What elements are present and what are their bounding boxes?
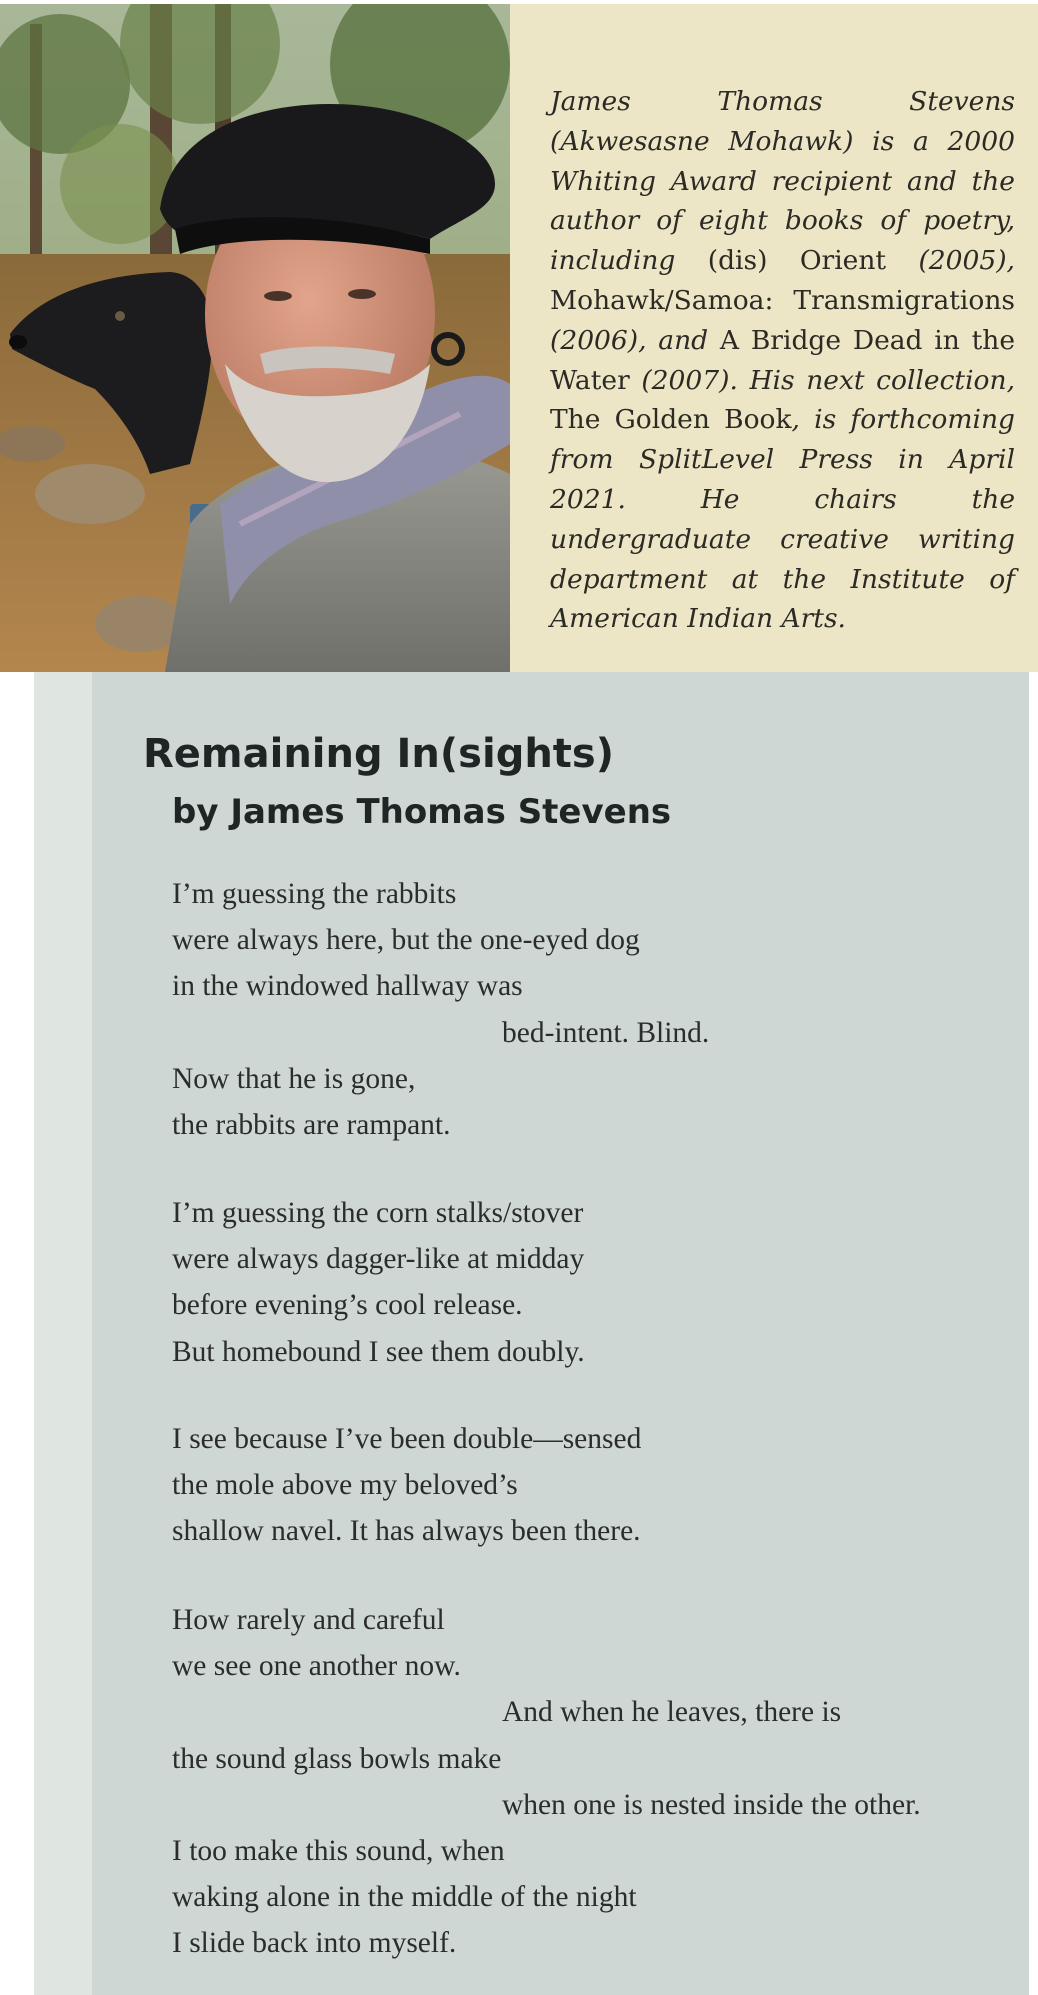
poem-line: the sound glass bowls make <box>172 1742 502 1775</box>
poem-stanza <box>172 871 1012 1148</box>
bio-book-title: A Bridge Dead in the Water <box>550 324 1015 396</box>
poem-line: before evening’s cool release. <box>172 1289 523 1322</box>
poem-stanza <box>172 1597 1012 1967</box>
poem-line: I slide back into myself. <box>172 1927 457 1960</box>
poem-byline: by James Thomas Stevens <box>172 792 672 832</box>
bio-panel <box>510 4 1038 672</box>
portrait-photo-icon <box>0 4 510 672</box>
poem-line: when one is nested inside the other. <box>502 1788 921 1821</box>
poem-line: I’m guessing the rabbits <box>172 878 457 910</box>
poem-line: in the windowed hallway was <box>172 970 523 1003</box>
bio-text-3: (2006), and <box>550 324 720 356</box>
poem-line: were always dagger-like at midday <box>172 1243 585 1276</box>
bio-book-title: The Golden Book <box>550 404 792 436</box>
poem-line: I too make this sound, when <box>172 1834 505 1867</box>
bio-text-2: (2005), <box>886 245 1015 277</box>
author-bio <box>550 82 1015 639</box>
bio-text-1: James Thomas Stevens (Akwesasne Mohawk) is a 2000 Whiting Award recipient and the author of eight books of poetry, including <box>550 86 1015 277</box>
poem-line: we see one another now. <box>172 1650 461 1683</box>
poem-line: waking alone in the middle of the night <box>172 1881 637 1914</box>
poem-line: bed-intent. Blind. <box>502 1016 710 1049</box>
poem-line: I see because I’ve been double—sensed <box>172 1423 642 1455</box>
bio-text-5: , is forthcoming from SplitLevel Press in April 2021. He chairs the undergraduate creative writing department at the Institute of American Indian Arts. <box>550 404 1015 635</box>
poem-line: the mole above my beloved’s <box>172 1469 518 1502</box>
poem-title: Remaining In(sights) <box>143 731 615 777</box>
poem-line: I’m guessing the corn stalks/stover <box>172 1197 584 1229</box>
poem-line: But homebound I see them doubly. <box>172 1335 585 1368</box>
poem-stanza <box>172 1190 1012 1375</box>
poem-line: were always here, but the one-eyed dog <box>172 924 640 957</box>
poem-line: And when he leaves, there is <box>502 1696 842 1729</box>
poem-line: Now that he is gone, <box>172 1062 416 1095</box>
bio-book-title: (dis) Orient <box>707 245 887 277</box>
bio-book-title: Mohawk/Samoa: Transmigrations <box>550 284 1015 316</box>
poem-line: the rabbits are rampant. <box>172 1108 451 1141</box>
poem-stanza <box>172 1416 1012 1555</box>
poem-line: How rarely and careful <box>172 1604 445 1636</box>
author-section <box>0 0 1038 672</box>
poem-line: shallow navel. It has always been there. <box>172 1515 641 1548</box>
author-photo <box>0 4 510 672</box>
bio-text-4: (2007). His next collection, <box>629 364 1015 396</box>
